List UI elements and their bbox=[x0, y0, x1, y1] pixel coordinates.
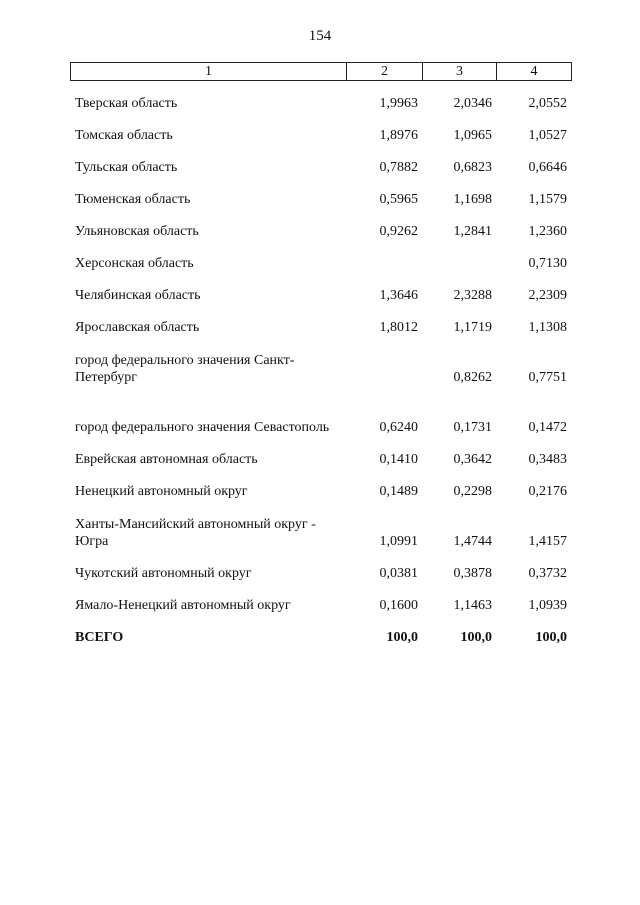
value-col-2-cell: 1,8976 bbox=[379, 128, 418, 143]
value-col-3-cell: 0,3878 bbox=[453, 566, 492, 581]
value-col-3-cell: 1,1719 bbox=[453, 320, 492, 335]
header-col-3: 3 bbox=[423, 63, 497, 81]
region-name-cell: Чукотский автономный округ bbox=[75, 566, 252, 581]
region-name-cell: Еврейская автономная область bbox=[75, 452, 258, 467]
table-row bbox=[70, 504, 571, 554]
table-row bbox=[70, 212, 571, 244]
region-name-cell: Тюменская область bbox=[75, 192, 191, 207]
value-col-4-cell: 0,1472 bbox=[528, 420, 567, 435]
region-name-cell: Ямало-Ненецкий автономный округ bbox=[75, 598, 291, 613]
table-row bbox=[70, 390, 571, 440]
value-col-2-cell: 0,5965 bbox=[379, 192, 418, 207]
value-col-4-cell: 1,4157 bbox=[528, 534, 567, 549]
value-col-2-cell: 0,1410 bbox=[379, 452, 418, 467]
table-row bbox=[70, 472, 571, 504]
value-col-4-cell: 0,6646 bbox=[528, 160, 567, 175]
total-col-2-cell: 100,0 bbox=[386, 630, 418, 645]
region-name-cell: Томская область bbox=[75, 128, 173, 143]
value-col-4-cell: 1,0527 bbox=[528, 128, 567, 143]
value-col-3-cell: 2,3288 bbox=[453, 288, 492, 303]
value-col-2-cell: 1,8012 bbox=[379, 320, 418, 335]
value-col-4-cell: 0,7751 bbox=[528, 370, 567, 385]
region-name-cell: Ханты-Мансийский автономный округ - Югра bbox=[75, 517, 316, 549]
value-col-4-cell: 0,7130 bbox=[528, 256, 567, 271]
region-name-cell: Ненецкий автономный округ bbox=[75, 484, 248, 499]
value-col-4-cell: 1,1308 bbox=[528, 320, 567, 335]
value-col-3-cell: 0,1731 bbox=[453, 420, 492, 435]
value-col-2-cell: 1,0991 bbox=[379, 534, 418, 549]
table-header bbox=[70, 62, 572, 81]
value-col-4-cell: 2,2309 bbox=[528, 288, 567, 303]
region-name-cell: Ульяновская область bbox=[75, 224, 199, 239]
value-col-3-cell: 1,1463 bbox=[453, 598, 492, 613]
value-col-3-cell: 2,0346 bbox=[453, 96, 492, 111]
table-row bbox=[70, 586, 571, 618]
value-col-3-cell: 1,0965 bbox=[453, 128, 492, 143]
value-col-2-cell bbox=[346, 340, 422, 390]
total-label-cell: ВСЕГО bbox=[75, 630, 124, 645]
table-row bbox=[70, 340, 571, 390]
region-name-cell: Тверская область bbox=[75, 96, 178, 111]
value-col-3-cell bbox=[422, 244, 496, 276]
region-name-cell: Ярославская область bbox=[75, 320, 200, 335]
region-name-cell: Челябинская область bbox=[75, 288, 201, 303]
region-name-cell: город федерального значения Севастополь bbox=[75, 420, 330, 435]
value-col-2-cell: 0,6240 bbox=[379, 420, 418, 435]
value-col-4-cell: 2,0552 bbox=[528, 96, 567, 111]
region-name-cell: Тульская область bbox=[75, 160, 178, 175]
value-col-3-cell: 0,8262 bbox=[453, 370, 492, 385]
value-col-3-cell: 1,1698 bbox=[453, 192, 492, 207]
header-col-4: 4 bbox=[497, 63, 572, 81]
total-col-3-cell: 100,0 bbox=[460, 630, 492, 645]
value-col-3-cell: 0,6823 bbox=[453, 160, 492, 175]
value-col-4-cell: 0,3732 bbox=[528, 566, 567, 581]
total-col-4-cell: 100,0 bbox=[535, 630, 567, 645]
value-col-4-cell: 0,2176 bbox=[528, 484, 567, 499]
value-col-3-cell: 0,3642 bbox=[453, 452, 492, 467]
header-col-2: 2 bbox=[347, 63, 423, 81]
value-col-2-cell: 0,7882 bbox=[379, 160, 418, 175]
page-number: 154 bbox=[308, 28, 332, 44]
value-col-2-cell: 1,9963 bbox=[379, 96, 418, 111]
value-col-3-cell: 1,2841 bbox=[453, 224, 492, 239]
region-name-cell: Херсонская область bbox=[75, 256, 194, 271]
table-row bbox=[70, 440, 571, 472]
table-row bbox=[70, 308, 571, 340]
value-col-3-cell: 1,4744 bbox=[453, 534, 492, 549]
value-col-2-cell: 0,9262 bbox=[379, 224, 418, 239]
table-row bbox=[70, 84, 571, 116]
value-col-4-cell: 0,3483 bbox=[528, 452, 567, 467]
value-col-2-cell bbox=[346, 244, 422, 276]
value-col-4-cell: 1,0939 bbox=[528, 598, 567, 613]
table-row bbox=[70, 276, 571, 308]
value-col-4-cell: 1,2360 bbox=[528, 224, 567, 239]
value-col-4-cell: 1,1579 bbox=[528, 192, 567, 207]
table-row bbox=[70, 116, 571, 148]
region-name-cell: город федерального значения Санкт-Петербург bbox=[75, 353, 295, 385]
table-row bbox=[70, 244, 571, 276]
data-table bbox=[70, 84, 571, 650]
table-row bbox=[70, 148, 571, 180]
table-row bbox=[70, 554, 571, 586]
value-col-2-cell: 1,3646 bbox=[379, 288, 418, 303]
value-col-2-cell: 0,1489 bbox=[379, 484, 418, 499]
value-col-3-cell: 0,2298 bbox=[453, 484, 492, 499]
value-col-2-cell: 0,0381 bbox=[379, 566, 418, 581]
header-col-1: 1 bbox=[71, 63, 347, 81]
header-row bbox=[71, 63, 572, 81]
total-row bbox=[70, 618, 571, 650]
value-col-2-cell: 0,1600 bbox=[379, 598, 418, 613]
table-row bbox=[70, 180, 571, 212]
